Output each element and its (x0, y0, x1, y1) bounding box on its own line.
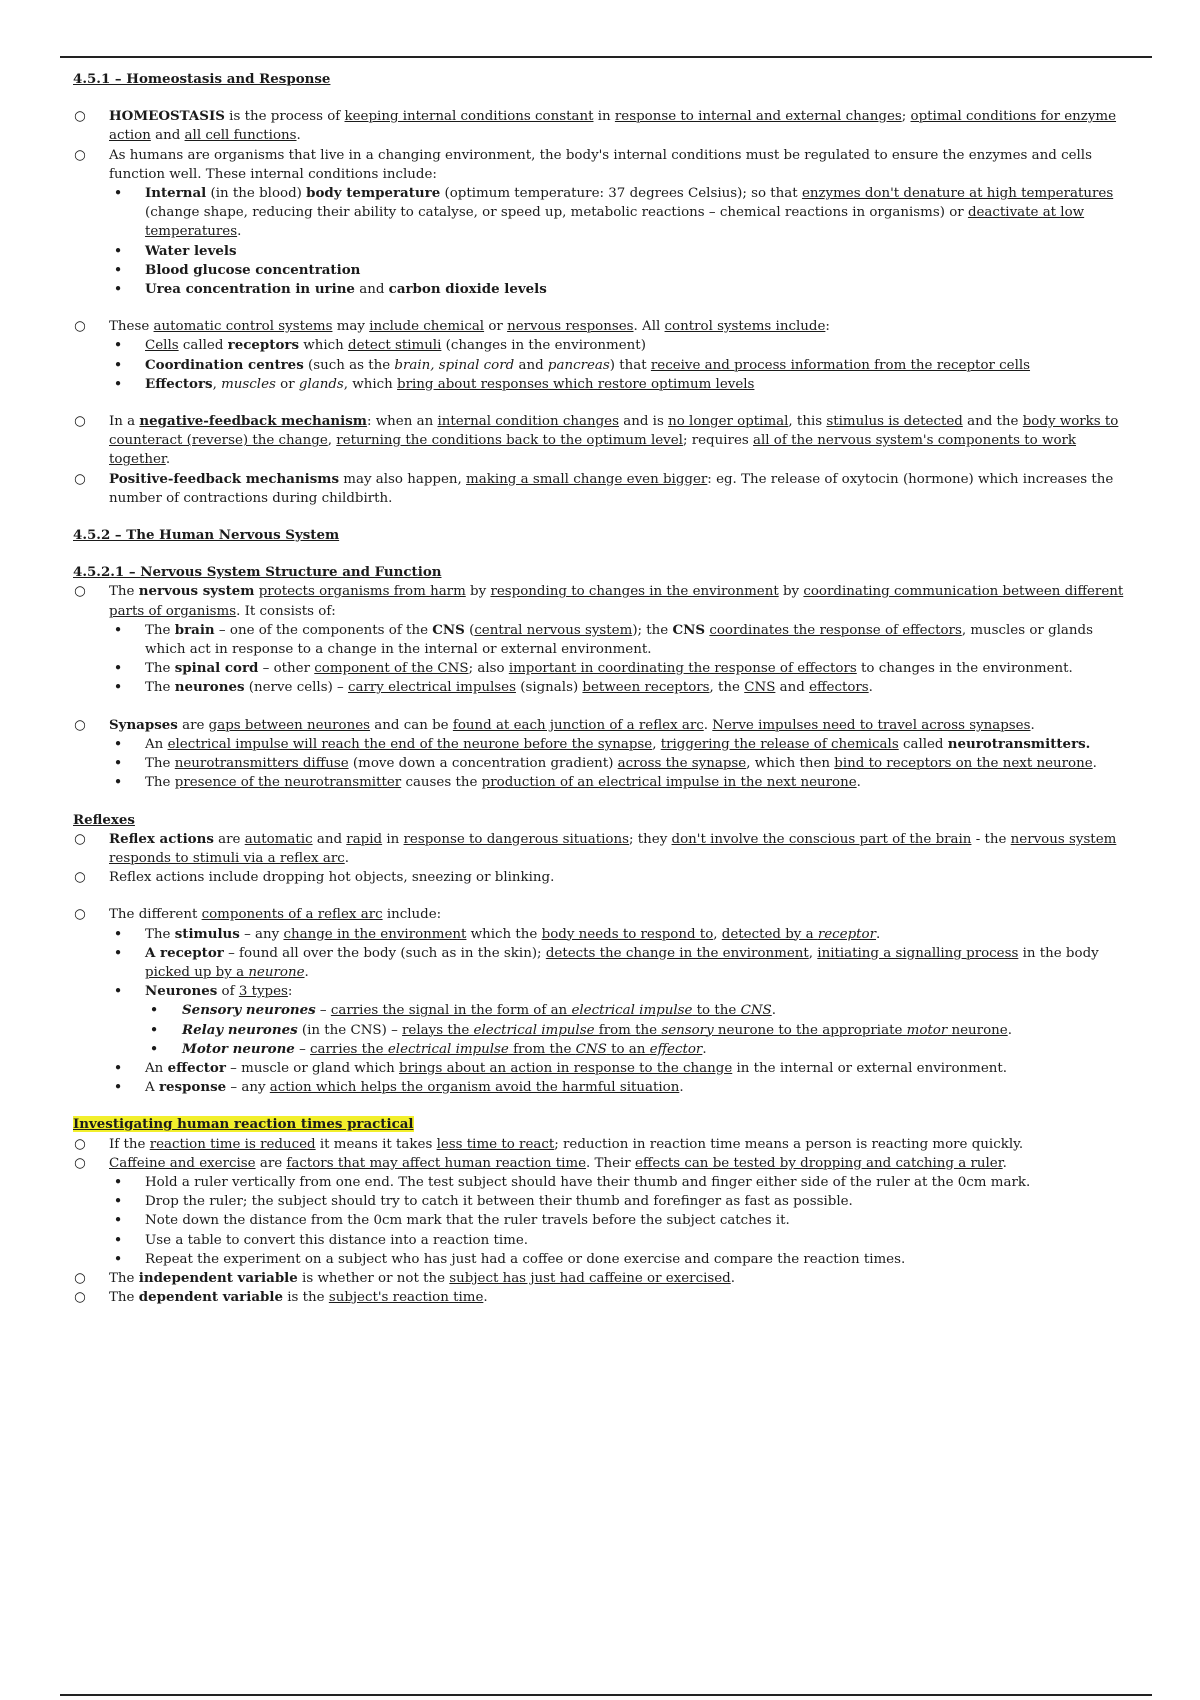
list-item (73, 1269, 1133, 1288)
section-heading (73, 1115, 1133, 1134)
bullet-item (73, 1173, 1133, 1192)
circle-bullet-icon: ○ (74, 831, 86, 847)
circle-bullet-icon: ○ (74, 584, 86, 600)
item-text: Caffeine and exercise are factors that may affect human reaction time. Their effects can be tested by dropping and catching a ruler. (109, 1155, 1007, 1171)
spacer (73, 887, 1133, 905)
bullet-item (73, 982, 1133, 1001)
list-item (73, 868, 1133, 887)
bullet-item (73, 261, 1133, 280)
bullet-icon: • (113, 1211, 123, 1230)
item-text: Note down the distance from the 0cm mark that the ruler travels before the subject catches it. (145, 1213, 790, 1229)
bullet-icon: • (113, 1172, 123, 1191)
bullet-item (73, 735, 1133, 754)
bullet-icon: • (149, 1001, 159, 1020)
bullet-item (73, 356, 1133, 375)
bullet-icon: • (113, 1078, 123, 1097)
item-text: The brain – one of the components of the CNS (central nervous system); the CNS coordinates the response of effectors, muscles or glands which act in response to a change in the internal or external environment. (145, 621, 1093, 658)
item-text: Repeat the experiment on a subject who has just had a coffee or done exercise and compare the reaction times. (145, 1251, 906, 1267)
item-text: A receptor – found all over the body (such as in the skin); detects the change in the environment, initiating a signalling process in the body picked up by a neurone. (145, 944, 1099, 980)
list-item (73, 905, 1133, 924)
spacer (73, 698, 1133, 716)
circle-bullet-icon: ○ (74, 109, 86, 125)
item-text: Synapses are gaps between neurones and can be found at each junction of a reflex arc. Nerve impulses need to travel across synapses. (109, 716, 1035, 733)
item-text: Cells called receptors which detect stimuli (changes in the environment) (145, 337, 646, 354)
spacer (73, 89, 1133, 107)
bullet-item (73, 754, 1133, 773)
item-text: An effector – muscle or gland which brings about an action in response to the change in the internal or external environment. (145, 1059, 1008, 1076)
list-item (73, 470, 1133, 508)
bullet-item (73, 944, 1133, 982)
heading-text: 4.5.1 – Homeostasis and Response (73, 71, 331, 87)
bullet-item (73, 1211, 1133, 1230)
bullet-icon: • (113, 924, 123, 943)
bullet-item (73, 1192, 1133, 1211)
circle-bullet-icon: ○ (74, 717, 86, 733)
item-text: Drop the ruler; the subject should try to catch it between their thumb and forefinger as fast as possible. (145, 1194, 853, 1210)
list-item (73, 412, 1133, 470)
bullet-icon: • (113, 1230, 123, 1249)
circle-bullet-icon: ○ (74, 319, 86, 335)
bullet-icon: • (113, 734, 123, 753)
item-text: Blood glucose concentration (145, 261, 361, 278)
bullet-item (73, 375, 1133, 394)
circle-bullet-icon: ○ (74, 907, 86, 923)
list-item (73, 582, 1133, 620)
bullet-item (73, 925, 1133, 944)
item-text: Water levels (145, 242, 237, 259)
bullet-item (73, 336, 1133, 355)
item-text: An electrical impulse will reach the end of the neurone before the synapse, triggering the release of chemicals called neurotransmitters. (145, 735, 1091, 752)
item-text: Relay neurones (in the CNS) – relays the electrical impulse from the sensory neurone to the appropriate motor neurone. (182, 1021, 1012, 1038)
document-body (73, 70, 1133, 1307)
spacer (73, 1097, 1133, 1115)
item-text: In a negative-feedback mechanism: when an internal condition changes and is no longer optimal, this stimulus is detected and the body works to counteract (reverse) the change, returning the conditions back to the optimum level; requires all of the nervous system's components to work together. (109, 413, 1119, 468)
list-item (73, 146, 1133, 184)
heading-text: 4.5.2 – The Human Nervous System (73, 527, 340, 544)
item-text: Neurones of 3 types: (145, 983, 293, 1000)
item-text: Hold a ruler vertically from one end. The test subject should have their thumb and finger either side of the ruler at the 0cm mark. (145, 1174, 1031, 1190)
item-text: The dependent variable is the subject's reaction time. (109, 1289, 488, 1306)
circle-bullet-icon: ○ (74, 1270, 86, 1286)
item-text: The spinal cord – other component of the CNS; also important in coordinating the response of effectors to changes in the environment. (145, 660, 1073, 677)
bullet-icon: • (113, 773, 123, 792)
item-text: Internal (in the blood) body temperature (optimum temperature: 37 degrees Celsius); so that enzymes don't denature at high temperatures (change shape, reducing their ability to catalyse, or speed up, metabolic reactions – chemical reactions in organisms) or deactivate at low temperatures. (145, 185, 1114, 240)
bullet-icon: • (113, 1249, 123, 1268)
bullet-item (73, 1250, 1133, 1269)
bullet-item (73, 773, 1133, 792)
bullet-icon: • (113, 280, 123, 299)
bullet-icon: • (113, 982, 123, 1001)
item-text: The neurotransmitters diffuse (move down a concentration gradient) across the synapse, which then bind to receptors on the next neurone. (145, 756, 1097, 772)
circle-bullet-icon: ○ (74, 1290, 86, 1306)
bullet-icon: • (113, 754, 123, 773)
bullet-icon: • (113, 336, 123, 355)
item-text: Effectors, muscles or glands, which bring about responses which restore optimum levels (145, 375, 755, 392)
list-item (73, 716, 1133, 735)
section-heading (73, 811, 1133, 830)
item-text: The nervous system protects organisms from harm by responding to changes in the environment by coordinating communication between different parts of organisms. It consists of: (109, 583, 1124, 619)
item-text: The independent variable is whether or not the subject has just had caffeine or exercised. (109, 1269, 735, 1286)
sub-bullet-item (73, 1040, 1133, 1059)
circle-bullet-icon: ○ (74, 147, 86, 163)
circle-bullet-icon: ○ (74, 414, 86, 430)
list-item (73, 1135, 1133, 1154)
item-text: Use a table to convert this distance into a reaction time. (145, 1232, 529, 1248)
list-item (73, 830, 1133, 868)
list-item (73, 107, 1133, 145)
sub-bullet-item (73, 1001, 1133, 1020)
bullet-icon: • (149, 1039, 159, 1058)
item-text: Reflex actions are automatic and rapid in response to dangerous situations; they don't involve the conscious part of the brain - the nervous system responds to stimuli via a reflex arc. (109, 830, 1117, 866)
bottom-rule (60, 1694, 1152, 1696)
item-text: Positive-feedback mechanisms may also happen, making a small change even bigger: eg. The release of oxytocin (hormone) which increases the number of contractions during childbirth. (109, 470, 1114, 506)
item-text: Urea concentration in urine and carbon dioxide levels (145, 281, 547, 298)
bullet-item (73, 242, 1133, 261)
bullet-item (73, 184, 1133, 242)
list-item (73, 317, 1133, 336)
top-rule (60, 56, 1152, 58)
heading-text: Investigating human reaction times practical (73, 1116, 414, 1133)
sub-bullet-item (73, 1021, 1133, 1040)
bullet-icon: • (113, 241, 123, 260)
item-text: These automatic control systems may include chemical or nervous responses. All control systems include: (109, 319, 830, 335)
circle-bullet-icon: ○ (74, 870, 86, 886)
spacer (73, 394, 1133, 412)
bullet-item (73, 678, 1133, 697)
bullet-item (73, 280, 1133, 299)
item-text: A response – any action which helps the organism avoid the harmful situation. (145, 1079, 684, 1096)
heading-text: 4.5.2.1 – Nervous System Structure and Function (73, 564, 442, 581)
item-text: HOMEOSTASIS is the process of keeping internal conditions constant in response to internal and external changes; optimal conditions for enzyme action and all cell functions. (109, 108, 1117, 144)
item-text: If the reaction time is reduced it means it takes less time to react; reduction in reaction time means a person is reacting more quickly. (109, 1136, 1024, 1152)
item-text: The stimulus – any change in the environment which the body needs to respond to, detected by a receptor. (145, 925, 881, 942)
bullet-icon: • (113, 260, 123, 279)
spacer (73, 508, 1133, 526)
item-text: The neurones (nerve cells) – carry electrical impulses (signals) between receptors, the CNS and effectors. (145, 679, 873, 696)
item-text: Motor neurone – carries the electrical impulse from the CNS to an effector. (182, 1040, 707, 1057)
bullet-icon: • (113, 355, 123, 374)
spacer (73, 545, 1133, 563)
bullet-item (73, 1078, 1133, 1097)
bullet-icon: • (113, 184, 123, 203)
bullet-icon: • (113, 678, 123, 697)
item-text: As humans are organisms that live in a changing environment, the body's internal conditions must be regulated to ensure the enzymes and cells function well. These internal conditions include: (109, 147, 1092, 182)
spacer (73, 299, 1133, 317)
item-text: The different components of a reflex arc include: (109, 907, 442, 923)
bullet-icon: • (113, 1192, 123, 1211)
spacer (73, 793, 1133, 811)
bullet-item (73, 659, 1133, 678)
bullet-item (73, 1059, 1133, 1078)
heading-text: Reflexes (73, 811, 135, 828)
bullet-icon: • (113, 943, 123, 962)
list-item (73, 1154, 1133, 1173)
item-text: Coordination centres (such as the brain, spinal cord and pancreas) that receive and process information from the receptor cells (145, 356, 1031, 373)
circle-bullet-icon: ○ (74, 471, 86, 487)
bullet-icon: • (113, 659, 123, 678)
bullet-icon: • (113, 1058, 123, 1077)
circle-bullet-icon: ○ (74, 1136, 86, 1152)
bullet-item (73, 621, 1133, 659)
bullet-item (73, 1231, 1133, 1250)
list-item (73, 1288, 1133, 1307)
item-text: Sensory neurones – carries the signal in the form of an electrical impulse to the CNS. (182, 1002, 776, 1019)
bullet-icon: • (113, 620, 123, 639)
item-text: Reflex actions include dropping hot objects, sneezing or blinking. (109, 870, 555, 886)
bullet-icon: • (149, 1020, 159, 1039)
circle-bullet-icon: ○ (74, 1155, 86, 1171)
section-heading (73, 70, 1133, 89)
section-heading (73, 526, 1133, 545)
bullet-icon: • (113, 374, 123, 393)
section-heading (73, 563, 1133, 582)
item-text: The presence of the neurotransmitter causes the production of an electrical impulse in the next neurone. (145, 775, 861, 791)
